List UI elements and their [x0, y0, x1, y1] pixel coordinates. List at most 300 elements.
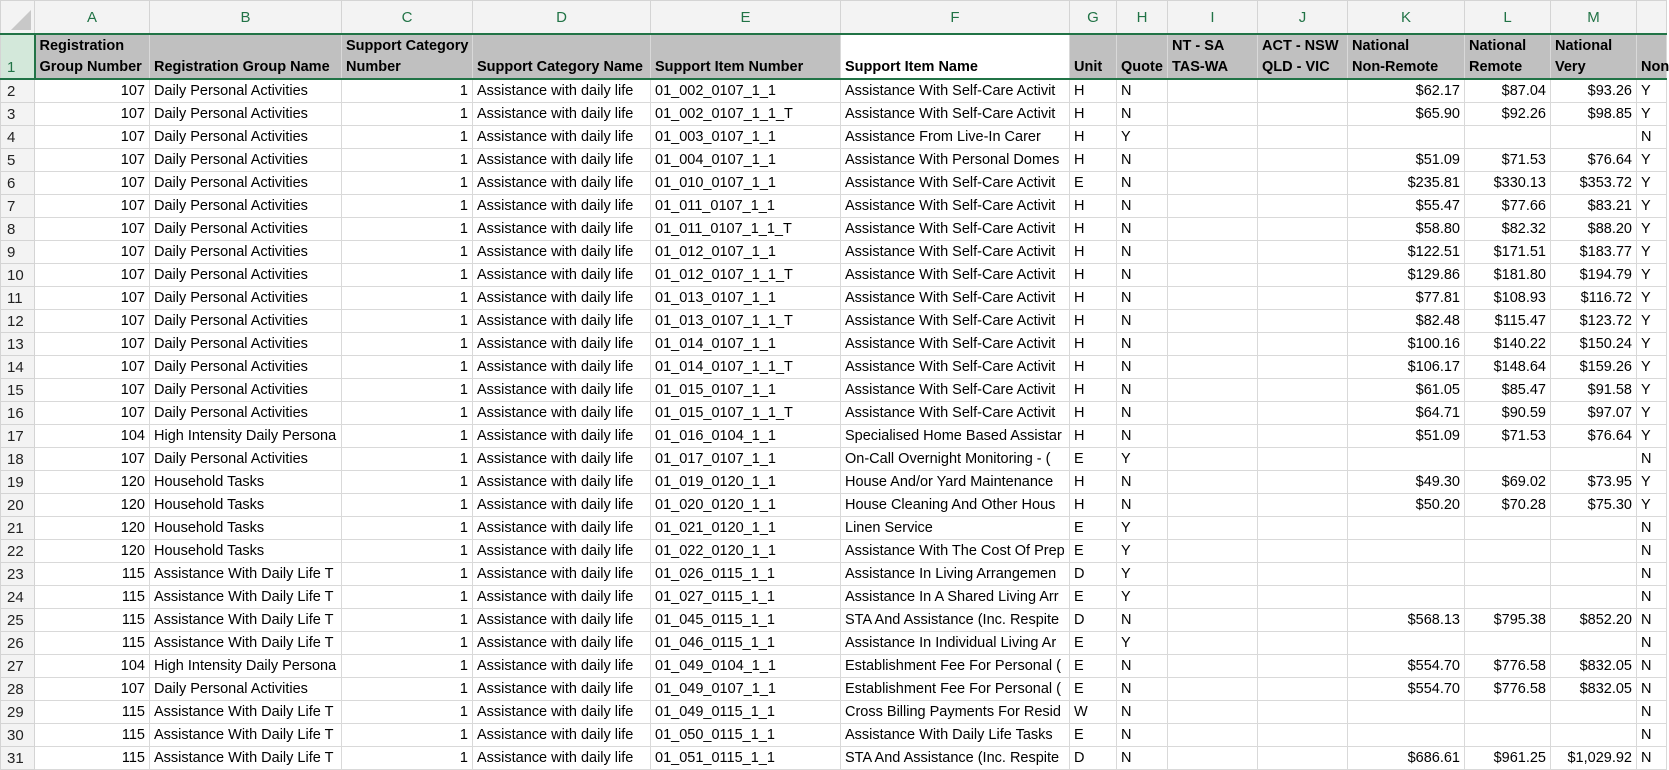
cell[interactable]: $686.61	[1348, 747, 1465, 770]
cell[interactable]: $98.85	[1551, 103, 1637, 126]
cell[interactable]: 107	[35, 678, 150, 701]
cell[interactable]	[1258, 172, 1348, 195]
cell[interactable]: 1	[342, 563, 473, 586]
cell[interactable]: 115	[35, 586, 150, 609]
cell[interactable]: $776.58	[1465, 678, 1551, 701]
cell[interactable]: 107	[35, 379, 150, 402]
cell[interactable]: Y	[1637, 241, 1667, 264]
cell[interactable]: Daily Personal Activities	[150, 103, 342, 126]
cell[interactable]: 1	[342, 471, 473, 494]
cell[interactable]	[1168, 517, 1258, 540]
cell[interactable]: 1	[342, 172, 473, 195]
cell[interactable]: 107	[35, 195, 150, 218]
cell[interactable]: Y	[1117, 517, 1168, 540]
cell[interactable]: 104	[35, 425, 150, 448]
cell[interactable]: Assistance In A Shared Living Arr	[841, 586, 1070, 609]
cell[interactable]: N	[1117, 218, 1168, 241]
cell[interactable]	[1258, 356, 1348, 379]
cell[interactable]: 1	[342, 724, 473, 747]
cell[interactable]	[1258, 79, 1348, 103]
cell[interactable]	[1465, 586, 1551, 609]
cell[interactable]: Daily Personal Activities	[150, 126, 342, 149]
cell[interactable]: STA And Assistance (Inc. Respite	[841, 609, 1070, 632]
cell[interactable]: Y	[1637, 333, 1667, 356]
cell[interactable]: 1	[342, 149, 473, 172]
cell[interactable]: Assistance with daily life	[473, 632, 651, 655]
cell[interactable]: $71.53	[1465, 425, 1551, 448]
cell[interactable]	[1258, 747, 1348, 770]
cell[interactable]: N	[1637, 540, 1667, 563]
cell[interactable]: 120	[35, 471, 150, 494]
cell[interactable]	[1465, 517, 1551, 540]
cell[interactable]: Cross Billing Payments For Resid	[841, 701, 1070, 724]
cell[interactable]: Assistance With Self-Care Activit	[841, 195, 1070, 218]
cell[interactable]: Y	[1637, 218, 1667, 241]
cell[interactable]	[1551, 586, 1637, 609]
cell[interactable]: $235.81	[1348, 172, 1465, 195]
cell[interactable]: H	[1070, 126, 1117, 149]
cell[interactable]: 115	[35, 632, 150, 655]
cell[interactable]: N	[1117, 471, 1168, 494]
cell[interactable]: Daily Personal Activities	[150, 379, 342, 402]
cell[interactable]	[1258, 655, 1348, 678]
column-header-j[interactable]: J	[1258, 1, 1348, 35]
cell[interactable]: H	[1070, 218, 1117, 241]
cell[interactable]: Assistance With Self-Care Activit	[841, 103, 1070, 126]
cell[interactable]	[1168, 563, 1258, 586]
cell[interactable]	[1168, 79, 1258, 103]
cell[interactable]: $115.47	[1465, 310, 1551, 333]
cell[interactable]: E	[1070, 517, 1117, 540]
cell[interactable]: N	[1637, 724, 1667, 747]
cell[interactable]	[1168, 287, 1258, 310]
cell[interactable]: 01_015_0107_1_1_T	[651, 402, 841, 425]
cell[interactable]: $92.26	[1465, 103, 1551, 126]
column-header-l[interactable]: L	[1465, 1, 1551, 35]
cell[interactable]: Assistance With Daily Life T	[150, 586, 342, 609]
cell[interactable]: N	[1637, 632, 1667, 655]
cell[interactable]: N	[1117, 195, 1168, 218]
cell[interactable]: 01_049_0104_1_1	[651, 655, 841, 678]
cell[interactable]: 01_027_0115_1_1	[651, 586, 841, 609]
cell[interactable]: Daily Personal Activities	[150, 218, 342, 241]
row-header[interactable]: 2	[1, 79, 35, 103]
cell[interactable]: 01_049_0107_1_1	[651, 678, 841, 701]
row-header[interactable]: 26	[1, 632, 35, 655]
cell[interactable]: 107	[35, 126, 150, 149]
cell[interactable]	[1465, 540, 1551, 563]
cell[interactable]	[1168, 701, 1258, 724]
cell[interactable]: Assistance with daily life	[473, 540, 651, 563]
cell[interactable]: $87.04	[1465, 79, 1551, 103]
cell[interactable]: Daily Personal Activities	[150, 287, 342, 310]
cell[interactable]: Daily Personal Activities	[150, 79, 342, 103]
row-header[interactable]: 11	[1, 287, 35, 310]
cell[interactable]: 1	[342, 540, 473, 563]
cell[interactable]: 1	[342, 494, 473, 517]
cell[interactable]: D	[1070, 563, 1117, 586]
cell[interactable]: $82.32	[1465, 218, 1551, 241]
cell[interactable]: $51.09	[1348, 425, 1465, 448]
cell[interactable]: 01_050_0115_1_1	[651, 724, 841, 747]
cell[interactable]: N	[1117, 747, 1168, 770]
cell[interactable]: Assistance with daily life	[473, 79, 651, 103]
cell[interactable]	[1348, 701, 1465, 724]
header-cell[interactable]	[1117, 34, 1168, 79]
cell[interactable]	[1348, 563, 1465, 586]
cell[interactable]: N	[1637, 701, 1667, 724]
cell[interactable]: Assistance with daily life	[473, 264, 651, 287]
header-cell[interactable]	[1258, 34, 1348, 79]
cell[interactable]	[1258, 678, 1348, 701]
cell[interactable]: 1	[342, 517, 473, 540]
cell[interactable]: Daily Personal Activities	[150, 402, 342, 425]
row-header[interactable]: 30	[1, 724, 35, 747]
cell[interactable]: 1	[342, 678, 473, 701]
cell[interactable]	[1348, 126, 1465, 149]
cell[interactable]: 107	[35, 402, 150, 425]
cell[interactable]: Assistance with daily life	[473, 494, 651, 517]
cell[interactable]: 120	[35, 494, 150, 517]
cell[interactable]: High Intensity Daily Persona	[150, 425, 342, 448]
cell[interactable]	[1258, 425, 1348, 448]
cell[interactable]: 107	[35, 149, 150, 172]
column-header-i[interactable]: I	[1168, 1, 1258, 35]
cell[interactable]	[1168, 448, 1258, 471]
cell[interactable]: Y	[1117, 563, 1168, 586]
cell[interactable]	[1168, 632, 1258, 655]
cell[interactable]: Assistance With Self-Care Activit	[841, 218, 1070, 241]
cell[interactable]: Linen Service	[841, 517, 1070, 540]
cell[interactable]: $330.13	[1465, 172, 1551, 195]
cell[interactable]	[1258, 379, 1348, 402]
cell[interactable]: 107	[35, 448, 150, 471]
cell[interactable]	[1348, 586, 1465, 609]
cell[interactable]: Assistance With Personal Domes	[841, 149, 1070, 172]
cell[interactable]: 115	[35, 609, 150, 632]
cell[interactable]	[1168, 195, 1258, 218]
cell[interactable]	[1168, 678, 1258, 701]
cell[interactable]: Assistance with daily life	[473, 103, 651, 126]
cell[interactable]: N	[1637, 586, 1667, 609]
header-cell[interactable]	[651, 34, 841, 79]
column-header-n[interactable]	[1637, 1, 1667, 35]
cell[interactable]	[1258, 632, 1348, 655]
cell[interactable]: E	[1070, 172, 1117, 195]
cell[interactable]: 1	[342, 264, 473, 287]
cell[interactable]: 01_012_0107_1_1_T	[651, 264, 841, 287]
column-header-k[interactable]: K	[1348, 1, 1465, 35]
cell[interactable]: E	[1070, 586, 1117, 609]
cell[interactable]	[1551, 701, 1637, 724]
header-cell[interactable]	[35, 34, 150, 79]
cell[interactable]: $50.20	[1348, 494, 1465, 517]
cell[interactable]: 1	[342, 287, 473, 310]
cell[interactable]	[1348, 632, 1465, 655]
row-header[interactable]: 27	[1, 655, 35, 678]
row-header[interactable]: 22	[1, 540, 35, 563]
cell[interactable]: H	[1070, 241, 1117, 264]
cell[interactable]: 01_010_0107_1_1	[651, 172, 841, 195]
cell[interactable]: Y	[1117, 448, 1168, 471]
cell[interactable]	[1168, 471, 1258, 494]
cell[interactable]: Assistance With Daily Life T	[150, 632, 342, 655]
cell[interactable]	[1258, 540, 1348, 563]
cell[interactable]: N	[1117, 103, 1168, 126]
cell[interactable]: $76.64	[1551, 149, 1637, 172]
cell[interactable]: $90.59	[1465, 402, 1551, 425]
column-header-d[interactable]: D	[473, 1, 651, 35]
cell[interactable]	[1258, 241, 1348, 264]
cell[interactable]: House Cleaning And Other Hous	[841, 494, 1070, 517]
cell[interactable]	[1258, 195, 1348, 218]
cell[interactable]: 1	[342, 655, 473, 678]
cell[interactable]: $122.51	[1348, 241, 1465, 264]
cell[interactable]	[1551, 563, 1637, 586]
cell[interactable]: 107	[35, 287, 150, 310]
row-header[interactable]: 28	[1, 678, 35, 701]
cell[interactable]: 01_013_0107_1_1	[651, 287, 841, 310]
cell[interactable]: 115	[35, 724, 150, 747]
cell[interactable]: Assistance With Self-Care Activit	[841, 310, 1070, 333]
header-cell[interactable]	[1637, 34, 1667, 79]
cell[interactable]: N	[1117, 172, 1168, 195]
cell[interactable]: $123.72	[1551, 310, 1637, 333]
cell[interactable]: N	[1637, 126, 1667, 149]
cell[interactable]	[1348, 517, 1465, 540]
cell[interactable]: $554.70	[1348, 655, 1465, 678]
cell[interactable]: Daily Personal Activities	[150, 149, 342, 172]
cell[interactable]: Assistance From Live-In Carer	[841, 126, 1070, 149]
row-header[interactable]: 10	[1, 264, 35, 287]
cell[interactable]: $88.20	[1551, 218, 1637, 241]
cell[interactable]: Daily Personal Activities	[150, 264, 342, 287]
cell[interactable]: 01_011_0107_1_1_T	[651, 218, 841, 241]
row-header[interactable]: 23	[1, 563, 35, 586]
row-header[interactable]: 15	[1, 379, 35, 402]
cell[interactable]: Assistance In Individual Living Ar	[841, 632, 1070, 655]
cell[interactable]: N	[1637, 609, 1667, 632]
cell[interactable]: $159.26	[1551, 356, 1637, 379]
cell[interactable]: 01_003_0107_1_1	[651, 126, 841, 149]
cell[interactable]: H	[1070, 402, 1117, 425]
row-header[interactable]: 29	[1, 701, 35, 724]
cell[interactable]: Assistance with daily life	[473, 310, 651, 333]
cell[interactable]: Assistance with daily life	[473, 471, 651, 494]
cell[interactable]: $116.72	[1551, 287, 1637, 310]
row-header[interactable]: 17	[1, 425, 35, 448]
cell[interactable]: Household Tasks	[150, 471, 342, 494]
cell[interactable]	[1258, 701, 1348, 724]
cell[interactable]: Y	[1117, 586, 1168, 609]
cell[interactable]: N	[1117, 356, 1168, 379]
cell[interactable]: $140.22	[1465, 333, 1551, 356]
cell[interactable]	[1551, 126, 1637, 149]
column-header-m[interactable]: M	[1551, 1, 1637, 35]
cell[interactable]: Assistance with daily life	[473, 379, 651, 402]
cell[interactable]	[1168, 724, 1258, 747]
cell[interactable]: Assistance With Self-Care Activit	[841, 79, 1070, 103]
cell[interactable]: $69.02	[1465, 471, 1551, 494]
cell[interactable]: Daily Personal Activities	[150, 333, 342, 356]
cell[interactable]: Assistance With Self-Care Activit	[841, 379, 1070, 402]
cell[interactable]: 01_017_0107_1_1	[651, 448, 841, 471]
cell[interactable]: Assistance with daily life	[473, 609, 651, 632]
row-header[interactable]: 24	[1, 586, 35, 609]
cell[interactable]: Assistance with daily life	[473, 655, 651, 678]
cell[interactable]: Y	[1637, 287, 1667, 310]
cell[interactable]: Household Tasks	[150, 540, 342, 563]
cell[interactable]: $76.64	[1551, 425, 1637, 448]
cell[interactable]: Assistance with daily life	[473, 517, 651, 540]
column-header-c[interactable]: C	[342, 1, 473, 35]
header-cell[interactable]	[841, 34, 1070, 79]
cell[interactable]: D	[1070, 747, 1117, 770]
cell[interactable]	[1168, 747, 1258, 770]
cell[interactable]: H	[1070, 103, 1117, 126]
cell[interactable]: Daily Personal Activities	[150, 241, 342, 264]
cell[interactable]: 1	[342, 310, 473, 333]
cell[interactable]: Y	[1637, 471, 1667, 494]
cell[interactable]: H	[1070, 356, 1117, 379]
cell[interactable]: $171.51	[1465, 241, 1551, 264]
cell[interactable]	[1258, 126, 1348, 149]
cell[interactable]: Y	[1637, 494, 1667, 517]
cell[interactable]: $77.66	[1465, 195, 1551, 218]
cell[interactable]: Y	[1117, 632, 1168, 655]
cell[interactable]: N	[1117, 287, 1168, 310]
cell[interactable]: Assistance In Living Arrangemen	[841, 563, 1070, 586]
cell[interactable]: 1	[342, 701, 473, 724]
cell[interactable]: STA And Assistance (Inc. Respite	[841, 747, 1070, 770]
cell[interactable]: N	[1117, 310, 1168, 333]
column-header-e[interactable]: E	[651, 1, 841, 35]
cell[interactable]	[1168, 402, 1258, 425]
row-header[interactable]: 25	[1, 609, 35, 632]
cell[interactable]: 01_049_0115_1_1	[651, 701, 841, 724]
cell[interactable]	[1551, 724, 1637, 747]
cell[interactable]	[1465, 701, 1551, 724]
cell[interactable]: $106.17	[1348, 356, 1465, 379]
cell[interactable]: Assistance With Daily Life T	[150, 724, 342, 747]
cell[interactable]: $150.24	[1551, 333, 1637, 356]
cell[interactable]: H	[1070, 79, 1117, 103]
cell[interactable]	[1348, 540, 1465, 563]
cell[interactable]: Y	[1637, 310, 1667, 333]
cell[interactable]: $93.26	[1551, 79, 1637, 103]
cell[interactable]: 01_002_0107_1_1	[651, 79, 841, 103]
cell[interactable]: 115	[35, 747, 150, 770]
cell[interactable]	[1168, 126, 1258, 149]
cell[interactable]: N	[1117, 333, 1168, 356]
cell[interactable]: H	[1070, 149, 1117, 172]
row-header[interactable]: 21	[1, 517, 35, 540]
cell[interactable]: Establishment Fee For Personal (	[841, 678, 1070, 701]
cell[interactable]	[1258, 402, 1348, 425]
cell[interactable]: N	[1637, 563, 1667, 586]
cell[interactable]: Y	[1637, 425, 1667, 448]
cell[interactable]: $795.38	[1465, 609, 1551, 632]
cell[interactable]: N	[1637, 678, 1667, 701]
cell[interactable]: 115	[35, 701, 150, 724]
cell[interactable]: N	[1117, 701, 1168, 724]
cell[interactable]	[1348, 448, 1465, 471]
cell[interactable]: Assistance With Daily Life T	[150, 609, 342, 632]
cell[interactable]: Assistance with daily life	[473, 149, 651, 172]
cell[interactable]: Y	[1637, 356, 1667, 379]
cell[interactable]: H	[1070, 264, 1117, 287]
cell[interactable]: N	[1117, 678, 1168, 701]
cell[interactable]: W	[1070, 701, 1117, 724]
cell[interactable]: $183.77	[1551, 241, 1637, 264]
cell[interactable]: $148.64	[1465, 356, 1551, 379]
cell[interactable]: N	[1117, 655, 1168, 678]
cell[interactable]: 107	[35, 310, 150, 333]
header-cell[interactable]	[1168, 34, 1258, 79]
cell[interactable]: $181.80	[1465, 264, 1551, 287]
cell[interactable]: 107	[35, 356, 150, 379]
cell[interactable]: Y	[1637, 379, 1667, 402]
cell[interactable]: 1	[342, 425, 473, 448]
cell[interactable]: $51.09	[1348, 149, 1465, 172]
cell[interactable]	[1168, 264, 1258, 287]
row-header[interactable]: 5	[1, 149, 35, 172]
cell[interactable]: 107	[35, 103, 150, 126]
cell[interactable]	[1258, 149, 1348, 172]
cell[interactable]: Y	[1637, 79, 1667, 103]
cell[interactable]: H	[1070, 471, 1117, 494]
cell[interactable]	[1465, 448, 1551, 471]
cell[interactable]: $77.81	[1348, 287, 1465, 310]
cell[interactable]: Assistance With Self-Care Activit	[841, 356, 1070, 379]
cell[interactable]	[1168, 103, 1258, 126]
column-header-b[interactable]: B	[150, 1, 342, 35]
row-header[interactable]: 20	[1, 494, 35, 517]
row-header[interactable]: 8	[1, 218, 35, 241]
row-header[interactable]: 18	[1, 448, 35, 471]
cell[interactable]: Daily Personal Activities	[150, 310, 342, 333]
column-header-a[interactable]: A	[35, 1, 150, 35]
cell[interactable]: Assistance with daily life	[473, 126, 651, 149]
cell[interactable]: N	[1117, 79, 1168, 103]
cell[interactable]: $832.05	[1551, 678, 1637, 701]
cell[interactable]: 1	[342, 586, 473, 609]
cell[interactable]: 01_016_0104_1_1	[651, 425, 841, 448]
cell[interactable]: H	[1070, 494, 1117, 517]
cell[interactable]	[1258, 494, 1348, 517]
cell[interactable]: $194.79	[1551, 264, 1637, 287]
cell[interactable]: Y	[1637, 149, 1667, 172]
cell[interactable]: Assistance with daily life	[473, 195, 651, 218]
cell[interactable]	[1258, 287, 1348, 310]
cell[interactable]: $91.58	[1551, 379, 1637, 402]
cell[interactable]	[1348, 724, 1465, 747]
header-cell[interactable]	[1465, 34, 1551, 79]
cell[interactable]	[1258, 471, 1348, 494]
cell[interactable]: $65.90	[1348, 103, 1465, 126]
cell[interactable]: $568.13	[1348, 609, 1465, 632]
cell[interactable]: N	[1117, 609, 1168, 632]
cell[interactable]	[1551, 632, 1637, 655]
cell[interactable]: 01_046_0115_1_1	[651, 632, 841, 655]
cell[interactable]: N	[1637, 747, 1667, 770]
cell[interactable]: 1	[342, 402, 473, 425]
cell[interactable]: Daily Personal Activities	[150, 356, 342, 379]
cell[interactable]: Assistance with daily life	[473, 724, 651, 747]
cell[interactable]: E	[1070, 678, 1117, 701]
cell[interactable]: On-Call Overnight Monitoring - (	[841, 448, 1070, 471]
cell[interactable]: Assistance With Daily Life T	[150, 563, 342, 586]
